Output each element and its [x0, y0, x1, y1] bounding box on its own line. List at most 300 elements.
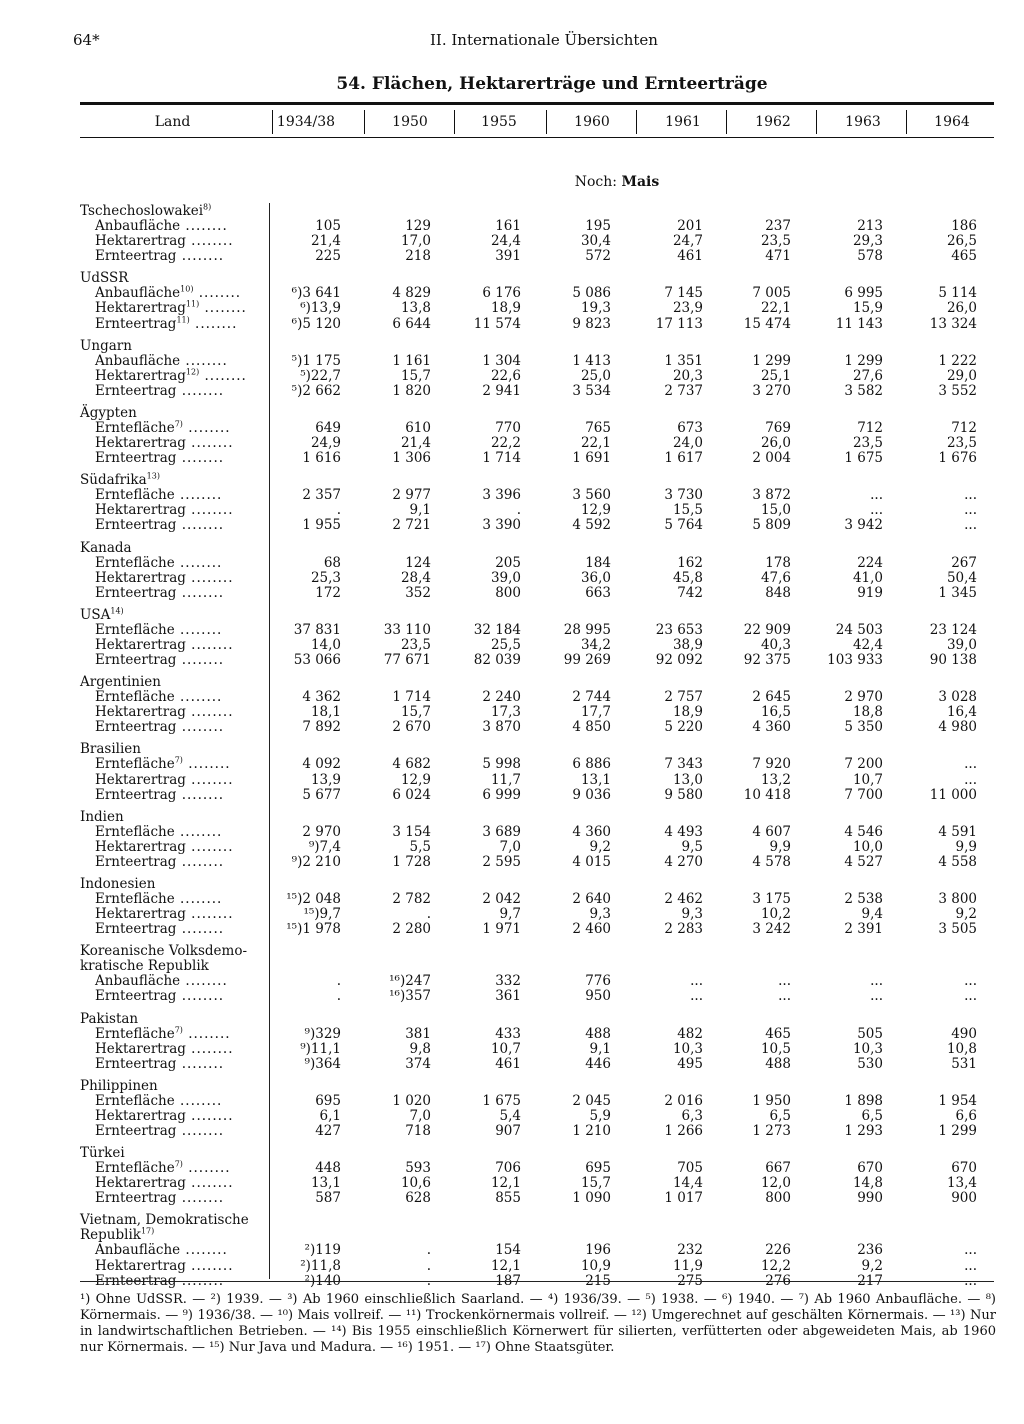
- cell-value: 4 015: [572, 853, 611, 870]
- table-row: [0, 586, 1024, 601]
- cell-value: 742: [677, 584, 703, 601]
- country-name: [80, 204, 211, 218]
- country-name: [80, 1079, 158, 1093]
- cell-value: 628: [405, 1190, 431, 1207]
- cell-value: 2 357: [302, 487, 341, 504]
- cell-value: 39,0: [946, 636, 977, 653]
- cell-value: .: [336, 502, 341, 519]
- table-row: [0, 249, 1024, 264]
- cell-value: 53 066: [293, 652, 341, 668]
- country-label: Ungarn: [80, 337, 132, 354]
- cell-value: 1 898: [844, 1092, 883, 1109]
- table-row: [0, 1094, 1024, 1109]
- cell-value: ...: [964, 771, 977, 788]
- cell-value: 4 591: [938, 823, 977, 840]
- country-label: Indien: [80, 808, 124, 825]
- table-row: [0, 757, 1024, 772]
- cell-value: 695: [585, 1160, 611, 1177]
- cell-value: 4 980: [938, 719, 977, 736]
- row-label-text: Ernteertrag: [95, 1055, 177, 1072]
- row-label-text: Ernteertrag: [95, 382, 177, 399]
- country-label: Pakistan: [80, 1010, 139, 1027]
- cell-value: 162: [677, 554, 703, 571]
- cell-value: 213: [857, 218, 883, 234]
- cell-value: 154: [495, 1242, 521, 1259]
- row-label: [95, 234, 234, 249]
- cell-value: 26,5: [946, 233, 977, 250]
- cell-value: 1 017: [664, 1190, 703, 1207]
- cell-value: ¹⁵)2 048: [286, 891, 341, 907]
- cell-value: 4 850: [572, 719, 611, 736]
- cell-value: 2 970: [844, 689, 883, 706]
- cell-value: 7 200: [844, 756, 883, 773]
- cell-value: 29,3: [852, 233, 883, 250]
- cell-value: 1 299: [752, 352, 791, 369]
- cell-value: 2 640: [572, 891, 611, 907]
- header-year: 1963: [845, 114, 881, 130]
- cell-value: 16,5: [760, 704, 791, 721]
- table-row: [0, 974, 1024, 989]
- cell-value: 5 086: [572, 285, 611, 302]
- cell-value: 7 892: [302, 719, 341, 736]
- row-label: [95, 1243, 228, 1258]
- cell-value: 25,3: [310, 569, 341, 586]
- cell-value: 50,4: [946, 569, 977, 586]
- cell-value: 10,2: [760, 906, 791, 923]
- cell-value: 99 269: [563, 652, 611, 668]
- cell-value: 9,3: [681, 906, 703, 923]
- cell-value: 776: [585, 973, 611, 990]
- row-label-text: Hektarertrag: [95, 1040, 186, 1057]
- cell-value: 9,2: [955, 906, 977, 923]
- cell-value: 24,4: [490, 233, 521, 250]
- row-label: [95, 840, 234, 855]
- cell-value: 4 362: [302, 689, 341, 706]
- country-label: kratische Republik: [80, 958, 209, 975]
- leader-dots: ........: [180, 1242, 228, 1259]
- cell-value: 236: [857, 1242, 883, 1259]
- row-label-text: Erntefläche: [95, 823, 175, 840]
- cell-value: 5,4: [499, 1107, 521, 1124]
- cell-value: 3 534: [572, 382, 611, 399]
- leader-dots: ........: [182, 419, 231, 436]
- cell-value: 10,0: [852, 838, 883, 855]
- table-row: [0, 1191, 1024, 1206]
- row-label: [95, 436, 234, 451]
- cell-value: 7 343: [664, 756, 703, 773]
- row-label-text: Hektarertrag: [95, 1175, 186, 1192]
- cell-value: 5 998: [482, 756, 521, 773]
- cell-value: 201: [677, 218, 703, 234]
- cell-value: 1 616: [302, 450, 341, 467]
- leader-dots: ........: [176, 1055, 225, 1072]
- country-name: [80, 339, 132, 353]
- cell-value: 3 560: [572, 487, 611, 504]
- country-label: USA: [80, 606, 111, 623]
- cell-value: 105: [315, 218, 341, 234]
- cell-value: ...: [870, 988, 883, 1005]
- cell-value: 4 360: [752, 719, 791, 736]
- row-label-text: Hektarertrag: [95, 233, 186, 250]
- header-year: 1934/38: [276, 114, 336, 130]
- table-row: [0, 1124, 1024, 1139]
- cell-value: 11 000: [929, 786, 977, 803]
- cell-value: 224: [857, 554, 883, 571]
- cell-value: 1 299: [938, 1123, 977, 1139]
- cell-value: 391: [495, 248, 521, 265]
- cell-value: 18,9: [490, 300, 521, 317]
- cell-value: 22,1: [580, 435, 611, 451]
- cell-value: 92 092: [655, 652, 703, 668]
- row-label-text: Ernteertrag: [95, 248, 177, 265]
- table-row: [0, 301, 1024, 316]
- header-year: 1955: [481, 114, 517, 130]
- leader-dots: ........: [185, 1257, 234, 1274]
- cell-value: ...: [964, 756, 977, 773]
- leader-dots: ........: [176, 988, 225, 1005]
- row-label: [95, 488, 222, 503]
- row-label-text: Ernteertrag: [95, 315, 177, 332]
- cell-value: 1 413: [572, 352, 611, 369]
- leader-dots: ........: [180, 218, 228, 234]
- row-label: [95, 757, 231, 772]
- cell-value: 10,3: [852, 1040, 883, 1057]
- row-label-text: Ernteertrag: [95, 1123, 177, 1139]
- cell-value: 2 462: [664, 891, 703, 907]
- cell-value: 32 184: [473, 621, 521, 638]
- leader-dots: ........: [180, 352, 228, 369]
- country-name: [80, 675, 161, 689]
- cell-value: 34,2: [580, 636, 611, 653]
- cell-value: ...: [964, 502, 977, 519]
- cell-value: 28,4: [400, 569, 431, 586]
- cell-value: 28 995: [563, 621, 611, 638]
- cell-value: 2 670: [392, 719, 431, 736]
- table-row: [0, 436, 1024, 451]
- row-label-text: Erntefläche: [95, 1160, 175, 1177]
- rule-top: [80, 102, 994, 105]
- cell-value: 11,9: [672, 1257, 703, 1274]
- section-heading: [80, 174, 994, 190]
- cell-value: 24,0: [672, 435, 703, 451]
- row-label-text: Hektarertrag: [95, 1257, 186, 1274]
- cell-value: 12,1: [490, 1175, 521, 1192]
- cell-value: 3 270: [752, 382, 791, 399]
- cell-value: 9,2: [589, 838, 611, 855]
- cell-value: 495: [677, 1055, 703, 1072]
- leader-dots: ........: [176, 786, 225, 803]
- cell-value: 1 304: [482, 352, 521, 369]
- leader-dots: ........: [182, 1025, 231, 1042]
- cell-value: 1 714: [482, 450, 521, 467]
- cell-value: 446: [585, 1055, 611, 1072]
- cell-value: 461: [677, 248, 703, 265]
- cell-value: 695: [315, 1092, 341, 1109]
- cell-value: 1 299: [844, 352, 883, 369]
- leader-dots: ........: [174, 891, 223, 907]
- cell-value: 29,0: [946, 367, 977, 384]
- cell-value: 13,0: [672, 771, 703, 788]
- cell-value: 2 042: [482, 891, 521, 907]
- cell-value: ⁵)1 175: [291, 352, 341, 369]
- header-separator: [364, 110, 365, 134]
- cell-value: 505: [857, 1025, 883, 1042]
- cell-value: 45,8: [672, 569, 703, 586]
- cell-value: 3 396: [482, 487, 521, 504]
- cell-value: ...: [778, 988, 791, 1005]
- table-row: [0, 720, 1024, 735]
- cell-value: 9,9: [769, 838, 791, 855]
- cell-value: 15,7: [400, 704, 431, 721]
- cell-value: 4 592: [572, 517, 611, 534]
- row-label-text: Ernteertrag: [95, 450, 177, 467]
- cell-value: 47,6: [760, 569, 791, 586]
- footnote-ref: 13): [146, 471, 160, 481]
- cell-value: 1 691: [572, 450, 611, 467]
- cell-value: 6 995: [844, 285, 883, 302]
- cell-value: 7,0: [499, 838, 521, 855]
- header-year: 1950: [392, 114, 428, 130]
- row-label: [95, 503, 234, 518]
- cell-value: ...: [778, 973, 791, 990]
- cell-value: 15,9: [852, 300, 883, 317]
- cell-value: 4 829: [392, 285, 431, 302]
- cell-value: 10,6: [400, 1175, 431, 1192]
- row-label: [95, 623, 222, 638]
- cell-value: 7 700: [844, 786, 883, 803]
- country-label: Südafrika: [80, 472, 147, 489]
- country-label: Indonesien: [80, 876, 156, 892]
- row-label: [95, 1094, 222, 1109]
- row-label: [95, 788, 224, 803]
- cell-value: 2 280: [392, 921, 431, 938]
- cell-value: 667: [765, 1160, 791, 1177]
- cell-value: ²)11,8: [300, 1257, 341, 1274]
- table-row: [0, 488, 1024, 503]
- cell-value: 25,0: [580, 367, 611, 384]
- row-label-text: Ernteertrag: [95, 1272, 177, 1289]
- row-label: [95, 354, 228, 369]
- cell-value: 36,0: [580, 569, 611, 586]
- cell-value: 26,0: [760, 435, 791, 451]
- cell-value: 1 161: [392, 352, 431, 369]
- cell-value: ...: [964, 1242, 977, 1259]
- row-label-text: Anbaufläche: [95, 285, 181, 302]
- leader-dots: ........: [185, 838, 234, 855]
- cell-value: 9,5: [681, 838, 703, 855]
- cell-value: 4 546: [844, 823, 883, 840]
- table-row: [0, 623, 1024, 638]
- country-label: Republik: [80, 1227, 141, 1244]
- leader-dots: ........: [193, 285, 242, 302]
- cell-value: 6 176: [482, 285, 521, 302]
- row-label-text: Erntefläche: [95, 419, 175, 436]
- country-name: [80, 810, 124, 824]
- cell-value: 7 145: [664, 285, 703, 302]
- cell-value: 1 090: [572, 1190, 611, 1207]
- row-label-text: Hektarertrag: [95, 636, 186, 653]
- cell-value: 186: [951, 218, 977, 234]
- row-label: [95, 421, 231, 436]
- cell-value: 17,3: [490, 704, 521, 721]
- cell-value: 22,2: [490, 435, 521, 451]
- cell-value: 10,8: [946, 1040, 977, 1057]
- leader-dots: ........: [174, 689, 223, 706]
- cell-value: 6 024: [392, 786, 431, 803]
- cell-value: 10,7: [490, 1040, 521, 1057]
- leader-dots: ........: [176, 1190, 225, 1207]
- table-row: [0, 825, 1024, 840]
- leader-dots: ........: [176, 1123, 225, 1139]
- cell-value: 12,2: [760, 1257, 791, 1274]
- cell-value: ¹⁵)1 978: [286, 921, 341, 938]
- cell-value: 3 800: [938, 891, 977, 907]
- cell-value: 23,9: [672, 300, 703, 317]
- row-label: [95, 1057, 224, 1072]
- row-label-text: Erntefläche: [95, 621, 175, 638]
- cell-value: 42,4: [852, 636, 883, 653]
- cell-value: 9,4: [861, 906, 883, 923]
- leader-dots: ........: [182, 1160, 231, 1177]
- cell-value: .: [516, 502, 521, 519]
- leader-dots: ........: [185, 1107, 234, 1124]
- cell-value: 855: [495, 1190, 521, 1207]
- country-name: [80, 1012, 138, 1026]
- cell-value: 14,4: [672, 1175, 703, 1192]
- table-row: [0, 571, 1024, 586]
- row-label: [95, 1176, 234, 1191]
- cell-value: 3 582: [844, 382, 883, 399]
- country-name: [80, 473, 160, 487]
- cell-value: 427: [315, 1123, 341, 1139]
- leader-dots: ........: [185, 1175, 234, 1192]
- cell-value: 2 538: [844, 891, 883, 907]
- row-label: [95, 1161, 231, 1176]
- row-label-text: Anbaufläche: [95, 218, 181, 234]
- cell-value: 2 391: [844, 921, 883, 938]
- cell-value: 39,0: [490, 569, 521, 586]
- cell-value: 17,7: [580, 704, 611, 721]
- cell-value: .: [336, 988, 341, 1005]
- country-label: Vietnam, Demokratische: [80, 1212, 249, 1229]
- cell-value: 2 757: [664, 689, 703, 706]
- cell-value: 13,4: [946, 1175, 977, 1192]
- cell-value: 1 675: [844, 450, 883, 467]
- cell-value: 18,8: [852, 704, 883, 721]
- cell-value: 6,5: [861, 1107, 883, 1124]
- cell-value: .: [426, 1257, 431, 1274]
- footnote-ref: 8): [203, 202, 212, 212]
- cell-value: 19,3: [580, 300, 611, 317]
- cell-value: 129: [405, 218, 431, 234]
- country-name: [80, 541, 132, 555]
- cell-value: 7,0: [409, 1107, 431, 1124]
- table-row: [0, 773, 1024, 788]
- cell-value: 23,5: [760, 233, 791, 250]
- table-row: [0, 384, 1024, 399]
- cell-value: ⁹)11,1: [300, 1040, 341, 1057]
- cell-value: 800: [765, 1190, 791, 1207]
- cell-value: 37 831: [293, 621, 341, 638]
- cell-value: 1 954: [938, 1092, 977, 1109]
- cell-value: 92 375: [743, 652, 791, 668]
- cell-value: .: [426, 906, 431, 923]
- cell-value: ⁹)7,4: [308, 838, 341, 855]
- cell-value: 663: [585, 584, 611, 601]
- cell-value: 25,5: [490, 636, 521, 653]
- cell-value: 23,5: [400, 636, 431, 653]
- cell-value: 3 942: [844, 517, 883, 534]
- leader-dots: ........: [176, 1272, 225, 1289]
- cell-value: 5 114: [938, 285, 977, 302]
- cell-value: 769: [765, 419, 791, 436]
- cell-value: 673: [677, 419, 703, 436]
- header-year: 1962: [755, 114, 791, 130]
- cell-value: 172: [315, 584, 341, 601]
- cell-value: 2 045: [572, 1092, 611, 1109]
- row-label-text: Ernteertrag: [95, 584, 177, 601]
- cell-value: 6,6: [955, 1107, 977, 1124]
- cell-value: ¹⁵)9,7: [303, 906, 341, 923]
- cell-value: 2 595: [482, 853, 521, 870]
- header-land: Land: [154, 114, 191, 130]
- table-row: [0, 788, 1024, 803]
- cell-value: 3 028: [938, 689, 977, 706]
- cell-value: ⁵)22,7: [300, 367, 341, 384]
- cell-value: 1 345: [938, 584, 977, 601]
- leader-dots: ........: [185, 435, 234, 451]
- cell-value: ⁶)13,9: [300, 300, 341, 317]
- cell-value: 610: [405, 419, 431, 436]
- cell-value: 765: [585, 419, 611, 436]
- cell-value: 990: [857, 1190, 883, 1207]
- leader-dots: ........: [176, 382, 225, 399]
- cell-value: 218: [405, 248, 431, 265]
- row-label: [95, 773, 234, 788]
- leader-dots: ........: [174, 1092, 223, 1109]
- row-label: [95, 907, 234, 922]
- cell-value: 1 210: [572, 1123, 611, 1139]
- cell-value: 1 820: [392, 382, 431, 399]
- country-label: Türkei: [80, 1145, 125, 1162]
- cell-value: 16,4: [946, 704, 977, 721]
- cell-value: 184: [585, 554, 611, 571]
- cell-value: ...: [690, 973, 703, 990]
- table-row: [0, 907, 1024, 922]
- cell-value: 3 242: [752, 921, 791, 938]
- cell-value: 267: [951, 554, 977, 571]
- cell-value: 770: [495, 419, 521, 436]
- leader-dots: ........: [182, 756, 231, 773]
- row-label: [95, 638, 234, 653]
- cell-value: 22,6: [490, 367, 521, 384]
- row-label: [95, 720, 224, 735]
- cell-value: 3 870: [482, 719, 521, 736]
- cell-value: 2 283: [664, 921, 703, 938]
- leader-dots: ........: [185, 502, 234, 519]
- table-row: [0, 989, 1024, 1004]
- leader-dots: ........: [185, 704, 234, 721]
- cell-value: 5 350: [844, 719, 883, 736]
- row-label-text: Hektarertrag: [95, 569, 186, 586]
- footnote-ref: 14): [110, 606, 124, 616]
- footnote-ref: 7): [174, 1159, 183, 1169]
- cell-value: 12,1: [490, 1257, 521, 1274]
- table-row: [0, 1057, 1024, 1072]
- cell-value: 649: [315, 419, 341, 436]
- cell-value: ⁹)364: [304, 1055, 341, 1072]
- cell-value: 195: [585, 218, 611, 234]
